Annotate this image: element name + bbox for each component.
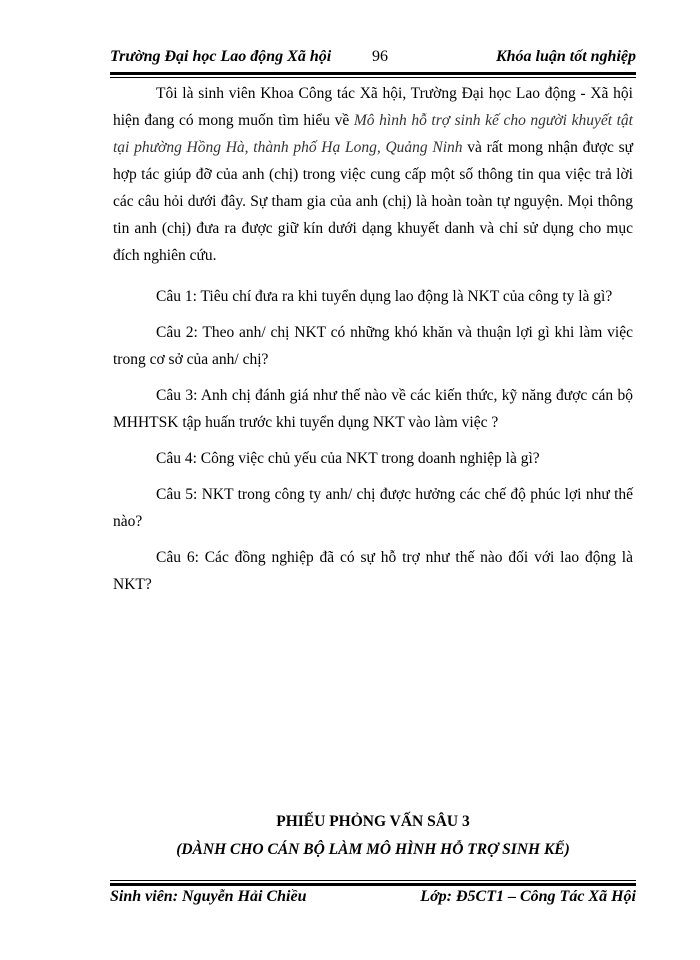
intro-paragraph <box>113 80 633 269</box>
question-2: Câu 2: Theo anh/ chị NKT có những khó khăn và thuận lợi gì khi làm việc trong cơ sở của anh/ chị? <box>113 324 633 368</box>
interview-form-heading <box>113 808 633 864</box>
intro-text-part2: và rất mong nhận được sự hợp tác giúp đỡ của anh (chị) trong việc cung cấp một số thông tin qua việc trả lời các câu hỏi dưới đây. Sự tham gia của anh (chị) là hoàn toàn tự nguyện. Mọi thông tin anh (chị) đưa ra được giữ kín dưới dạng khuyết danh và chỉ sử dụng cho mục đích nghiên cứu. <box>113 139 633 264</box>
question-4: Câu 4: Công việc chủ yếu của NKT trong doanh nghiệp là gì? <box>156 450 540 467</box>
section-title: PHIẾU PHỎNG VẤN SÂU 3 <box>276 813 470 830</box>
page-footer <box>110 888 636 912</box>
header-university: Trường Đại học Lao động Xã hội <box>110 48 332 65</box>
footer-student-name: Sinh viên: Nguyễn Hải Chiều <box>110 888 307 905</box>
document-body <box>113 80 633 607</box>
footer-rule-thin <box>110 880 636 881</box>
question-5: Câu 5: NKT trong công ty anh/ chị được hưởng các chế độ phúc lợi như thế nào? <box>113 486 633 530</box>
section-subtitle: (DÀNH CHO CÁN BỘ LÀM MÔ HÌNH HỖ TRỢ SINH KẾ) <box>176 841 570 858</box>
footer-class: Lớp: Đ5CT1 – Công Tác Xã Hội <box>420 888 636 905</box>
page-number: 96 <box>372 48 388 65</box>
intro-research-topic: Mô hình hỗ trợ sinh kế cho người khuyết tật tại phường Hồng Hà, thành phố Hạ Long, Quảng Ninh <box>113 112 633 156</box>
header-rule-thin <box>110 77 636 78</box>
question-3: Câu 3: Anh chị đánh giá như thế nào về các kiến thức, kỹ năng được cán bộ MHHTSK tập huấn trước khi tuyển dụng NKT vào làm việc ? <box>113 387 633 431</box>
header-rule-thick <box>110 72 636 75</box>
intro-text-part1: Tôi là sinh viên Khoa Công tác Xã hội, Trường Đại học Lao động - Xã hội hiện đang có mong muốn tìm hiểu về <box>113 85 633 129</box>
footer-rule-thick <box>110 883 636 886</box>
header-document-type: Khóa luận tốt nghiệp <box>495 48 636 65</box>
question-1: Câu 1: Tiêu chí đưa ra khi tuyển dụng lao động là NKT của công ty là gì? <box>156 288 613 305</box>
question-6: Câu 6: Các đồng nghiệp đã có sự hỗ trợ như thế nào đối với lao động là NKT? <box>113 549 633 593</box>
